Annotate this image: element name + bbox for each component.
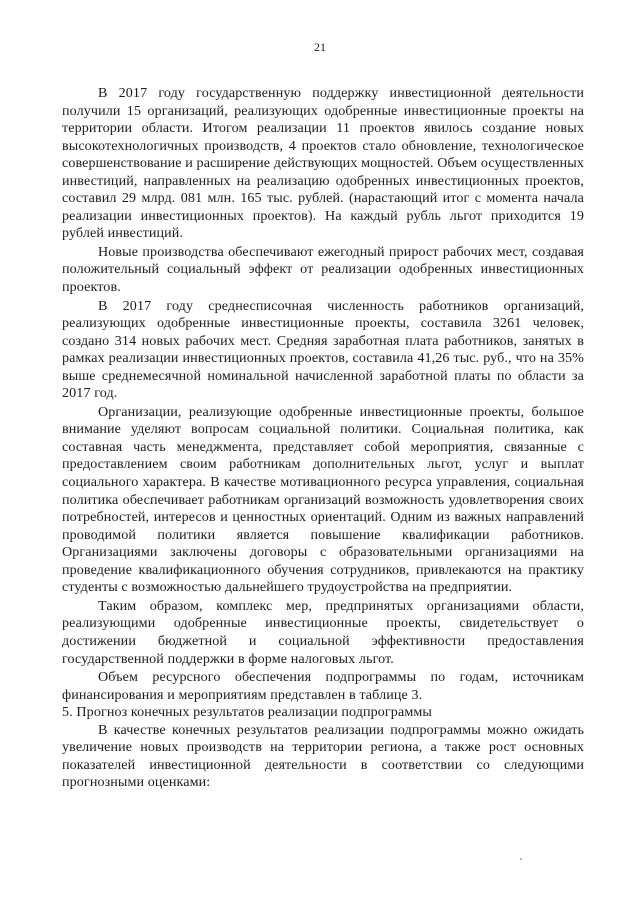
page-number: 21 (314, 40, 326, 54)
paragraph-expected-results: В качестве конечных результатов реализации подпрограммы можно ожидать увеличение новых производств на территории региона, а также рост основных показателей инвестиционной деятельности в соответствии со следующими прогнозными оценками: (62, 721, 584, 791)
document-body (62, 85, 584, 792)
section-title: 5. Прогноз конечных результатов реализации подпрограммы (62, 704, 432, 721)
scan-speck (520, 858, 522, 860)
paragraph-social-policy: Организации, реализующие одобренные инвестиционные проекты, большое внимание уделяют вопросам социальной политики. Социальная политика, как составная часть менеджмента, представляет собой мероприятия, связанные с предоставлением своим работникам дополнительных льгот, услуг и выплат социального характера. В качестве мотивационного ресурса управления, социальная политика обеспечивает работникам организаций возможность удовлетворения своих потребностей, интересов и ценностных ориентаций. Одним из важных направлений проводимой политики является повышение квалификации работников. Организациями заключены договоры с образовательными организациями на проведение квалификационного обучения сотрудников, привлекаются на практику студенты с возможностью дальнейшего трудоустройства на предприятии. (62, 403, 584, 596)
paragraph-state-support: В 2017 году государственную поддержку инвестиционной деятельности получили 15 организаций, реализующих одобренные инвестиционные проекты на территории области. Итогом реализации 11 проектов явилось создание новых высокотехнологичных производств, 4 проектов стало обновление, технологическое совершенствование и расширение действующих мощностей. Объем осуществленных инвестиций, направленных на реализацию одобренных инвестиционных проектов, составил 29 млрд. 081 млн. 165 тыс. рублей. (нарастающий итог с момента начала реализации инвестиционных проектов). На каждый рубль льгот приходится 19 рублей инвестиций. (62, 85, 584, 242)
paragraph-employment: В 2017 году среднесписочная численность работников организаций, реализующих одобренные инвестиционные проекты, составила 3261 человек, создано 314 новых рабочих мест. Средняя заработная плата работников, занятых в рамках реализации инвестиционных проектов, составила 41,26 тыс. руб., что на 35% выше среднемесячной номинальной начисленной заработной платы по области за 2017 год. (62, 297, 584, 402)
paragraph-resources: Объем ресурсного обеспечения подпрограммы по годам, источникам финансирования и мероприятиям представлен в таблице 3. (62, 669, 584, 703)
paragraph-conclusion: Таким образом, комплекс мер, предпринятых организациями области, реализующими одобренные инвестиционные проекты, свидетельствует о достижении бюджетной и социальной эффективности предоставления государственной поддержки в форме налоговых льгот. (62, 597, 584, 667)
paragraph-new-jobs: Новые производства обеспечивают ежегодный прирост рабочих мест, создавая положительный социальный эффект от реализации одобренных инвестиционных проектов. (62, 243, 584, 296)
